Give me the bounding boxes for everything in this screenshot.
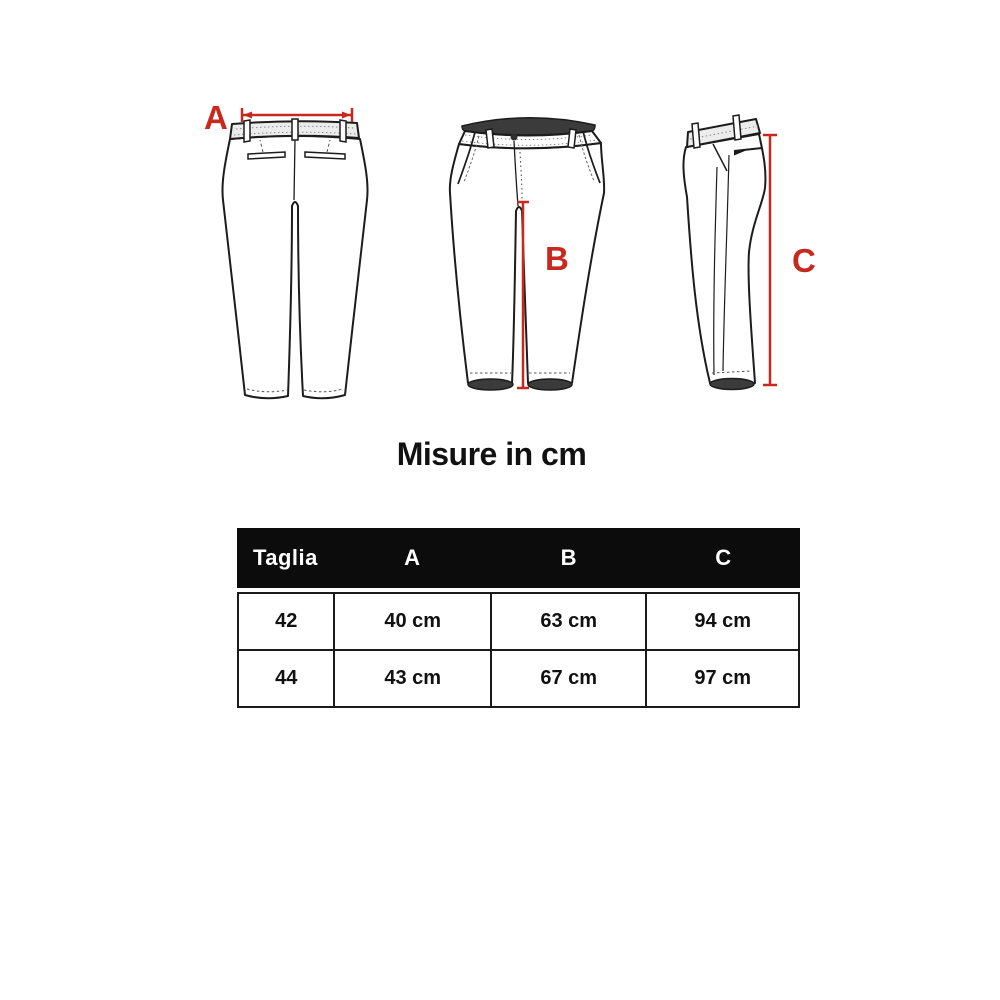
cell-taglia: 44 [238, 650, 334, 707]
cell-measure-c: 94 cm [646, 593, 799, 650]
belt-loop [692, 123, 700, 148]
belt-loop [244, 120, 250, 142]
hem-opening [528, 379, 572, 390]
header-cell-b: B [560, 545, 578, 570]
belt-loop [568, 129, 576, 148]
header-cell-a: A [404, 545, 421, 570]
table-row-size-44 [238, 650, 799, 707]
cell-measure-c: 97 cm [646, 650, 799, 707]
pants-side-view-figure [670, 105, 820, 405]
cell-taglia: 42 [238, 593, 334, 650]
waist-button [511, 134, 518, 141]
cell-measure-a: 40 cm [334, 593, 491, 650]
pants-back-view-figure [203, 95, 393, 415]
page-title: Misure in cm [396, 436, 587, 472]
cell-measure-a: 43 cm [334, 650, 491, 707]
hem-opening [710, 379, 754, 390]
back-pocket-welt [305, 152, 345, 159]
belt-loop [340, 120, 346, 142]
back-pocket-welt [248, 152, 285, 159]
size-table-body [237, 592, 800, 708]
table-row-size-42 [238, 593, 799, 650]
measure-label-a: A [204, 99, 228, 136]
hem-opening [468, 379, 513, 390]
cell-measure-b: 63 cm [491, 593, 646, 650]
pants-front-outline [450, 143, 604, 383]
header-cell-taglia: Taglia [252, 545, 318, 570]
size-table [237, 528, 800, 708]
belt-loop [733, 115, 741, 140]
belt-loop [486, 129, 494, 148]
pants-front-view-figure [435, 100, 635, 405]
measure-label-b: B [545, 240, 569, 277]
arrowhead [243, 112, 252, 119]
arrowhead [342, 112, 351, 119]
cell-measure-b: 67 cm [491, 650, 646, 707]
size-table-header [237, 528, 800, 588]
measure-label-c: C [792, 242, 816, 279]
header-cell-c: C [715, 545, 732, 570]
belt-loop [292, 119, 298, 140]
pants-side-outline [683, 134, 765, 387]
